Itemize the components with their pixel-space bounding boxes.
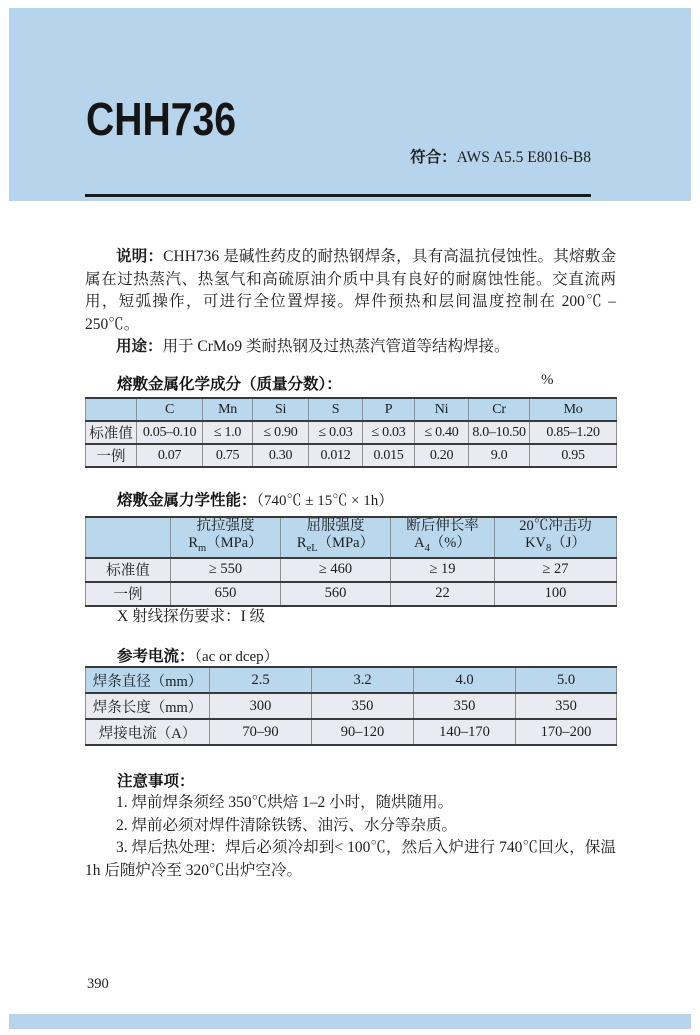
usage-text: 用于 CrMo9 类耐热钢及过热蒸汽管道等结构焊接。 (162, 338, 510, 355)
mechanical-title-text: 熔敷金属力学性能： (117, 492, 257, 509)
chem-corner-cell (86, 398, 137, 421)
description-paragraph (85, 246, 616, 336)
chem-value-cell: 0.012 (309, 444, 363, 467)
note-item: 3. 焊后热处理：焊后必须冷却到< 100℃，然后入炉进行 740℃回火，保温 1h 后随炉冷至 320℃出炉空冷。 (85, 839, 616, 879)
current-row-label: 焊条长度（mm） (86, 693, 210, 719)
mech-value-cell: 650 (171, 582, 281, 606)
current-value-cell: 170–200 (516, 719, 617, 745)
current-row (86, 693, 617, 719)
compliance-label: 符合： (410, 149, 457, 166)
chem-value-cell: ≤ 0.90 (253, 421, 309, 444)
chemical-unit-label: % (541, 372, 554, 388)
mechanical-section-title (117, 488, 393, 510)
header-divider (85, 194, 591, 197)
chem-column-header: Cr (469, 398, 530, 421)
mech-header-row (86, 517, 617, 558)
description-text: CHH736 是碱性药皮的耐热钢焊条，具有高温抗侵蚀性。其熔敷金属在过热蒸汽、热氢气和高硫原油介质中具有良好的耐腐蚀性能。交直流两用，短弧操作，可进行全位置焊接。焊件预热和层间温度控制在 200℃ – 250℃。 (85, 248, 616, 333)
mechanical-properties-table (85, 516, 617, 607)
chem-value-cell: 0.015 (363, 444, 415, 467)
chem-value-cell: 8.0–10.50 (469, 421, 530, 444)
current-value-cell: 90–120 (312, 719, 414, 745)
mech-data-row (86, 582, 617, 606)
current-value-cell: 3.2 (312, 667, 414, 693)
mech-column-header: 20℃冲击功 $KV_8(J)$ (495, 517, 617, 558)
current-title-text: 参考电流： (117, 648, 195, 665)
chem-value-cell: 0.07 (137, 444, 203, 467)
current-value-cell: 350 (312, 693, 414, 719)
mech-value-cell: ≥ 460 (281, 558, 391, 582)
mech-column-header: 断后伸长率 $A_4(\%)$ (391, 517, 495, 558)
chem-value-cell: 9.0 (469, 444, 530, 467)
chemical-section-title: 熔敷金属化学成分（质量分数）： (117, 376, 342, 393)
chem-value-cell: ≤ 1.0 (203, 421, 253, 444)
current-value-cell: 2.5 (210, 667, 312, 693)
chem-data-row (86, 421, 617, 444)
chem-column-header: S (309, 398, 363, 421)
compliance-line (85, 145, 591, 167)
current-row (86, 719, 617, 745)
chem-value-cell: 0.20 (415, 444, 469, 467)
mech-row-label: 一例 (86, 582, 171, 606)
chem-column-header: Si (253, 398, 309, 421)
description-block (85, 246, 616, 359)
current-condition: （ac or dcep） (194, 649, 279, 665)
current-row (86, 667, 617, 693)
compliance-value: AWS A5.5 E8016-B8 (456, 149, 591, 166)
chem-value-cell: ≤ 0.03 (309, 421, 363, 444)
mech-value-cell: ≥ 19 (391, 558, 495, 582)
chem-header-row (86, 398, 617, 421)
mech-value-cell: 100 (495, 582, 617, 606)
current-row-label: 焊接电流（A） (86, 719, 210, 745)
chem-row-label: 一例 (86, 444, 137, 467)
current-row-label: 焊条直径（mm） (86, 667, 210, 693)
mech-data-row (86, 558, 617, 582)
mech-value-cell: ≥ 27 (495, 558, 617, 582)
chem-value-cell: ≤ 0.03 (363, 421, 415, 444)
current-value-cell: 5.0 (516, 667, 617, 693)
product-title: CHH736 (86, 93, 236, 145)
mech-column-header: 抗拉强度 $R_m(MPa)$ (171, 517, 281, 558)
xray-requirement-note: X 射线探伤要求：I 级 (117, 608, 266, 625)
usage-label: 用途： (116, 338, 163, 355)
mechanical-condition: （740℃ ± 15℃ × 1h） (256, 493, 394, 509)
current-value-cell: 300 (210, 693, 312, 719)
notes-block (85, 769, 616, 882)
chem-column-header: Ni (415, 398, 469, 421)
current-value-cell: 350 (414, 693, 516, 719)
page-number: 390 (87, 976, 109, 992)
mech-value-cell: 560 (281, 582, 391, 606)
chem-value-cell: 0.95 (530, 444, 617, 467)
chemical-composition-table (85, 397, 617, 468)
current-value-cell: 350 (516, 693, 617, 719)
chem-column-header: P (363, 398, 415, 421)
description-label: 说明： (116, 248, 164, 265)
chem-value-cell: ≤ 0.40 (415, 421, 469, 444)
usage-paragraph (85, 336, 616, 359)
current-value-cell: 4.0 (414, 667, 516, 693)
chem-row-label: 标准值 (86, 421, 137, 444)
mech-row-label: 标准值 (86, 558, 171, 582)
current-value-cell: 70–90 (210, 719, 312, 745)
chem-column-header: Mn (203, 398, 253, 421)
chem-value-cell: 0.75 (203, 444, 253, 467)
mech-value-cell: ≥ 550 (171, 558, 281, 582)
chem-value-cell: 0.05–0.10 (137, 421, 203, 444)
notes-title: 注意事项： (117, 773, 195, 790)
chem-column-header: Mo (530, 398, 617, 421)
chem-data-row (86, 444, 617, 467)
chem-value-cell: 0.85–1.20 (530, 421, 617, 444)
reference-current-table (85, 666, 617, 746)
current-value-cell: 140–170 (414, 719, 516, 745)
note-item: 1. 焊前焊条须经 350℃烘焙 1–2 小时，随烘随用。 (116, 794, 454, 811)
footer-blue-band (9, 1014, 691, 1029)
mech-column-header: 屈服强度 $R_{eL}(MPa)$ (281, 517, 391, 558)
note-item: 2. 焊前必须对焊件清除铁锈、油污、水分等杂质。 (116, 816, 458, 834)
mech-value-cell: 22 (391, 582, 495, 606)
mech-corner-cell (86, 517, 171, 558)
current-section-title (117, 644, 279, 666)
chem-value-cell: 0.30 (253, 444, 309, 467)
chem-column-header: C (137, 398, 203, 421)
